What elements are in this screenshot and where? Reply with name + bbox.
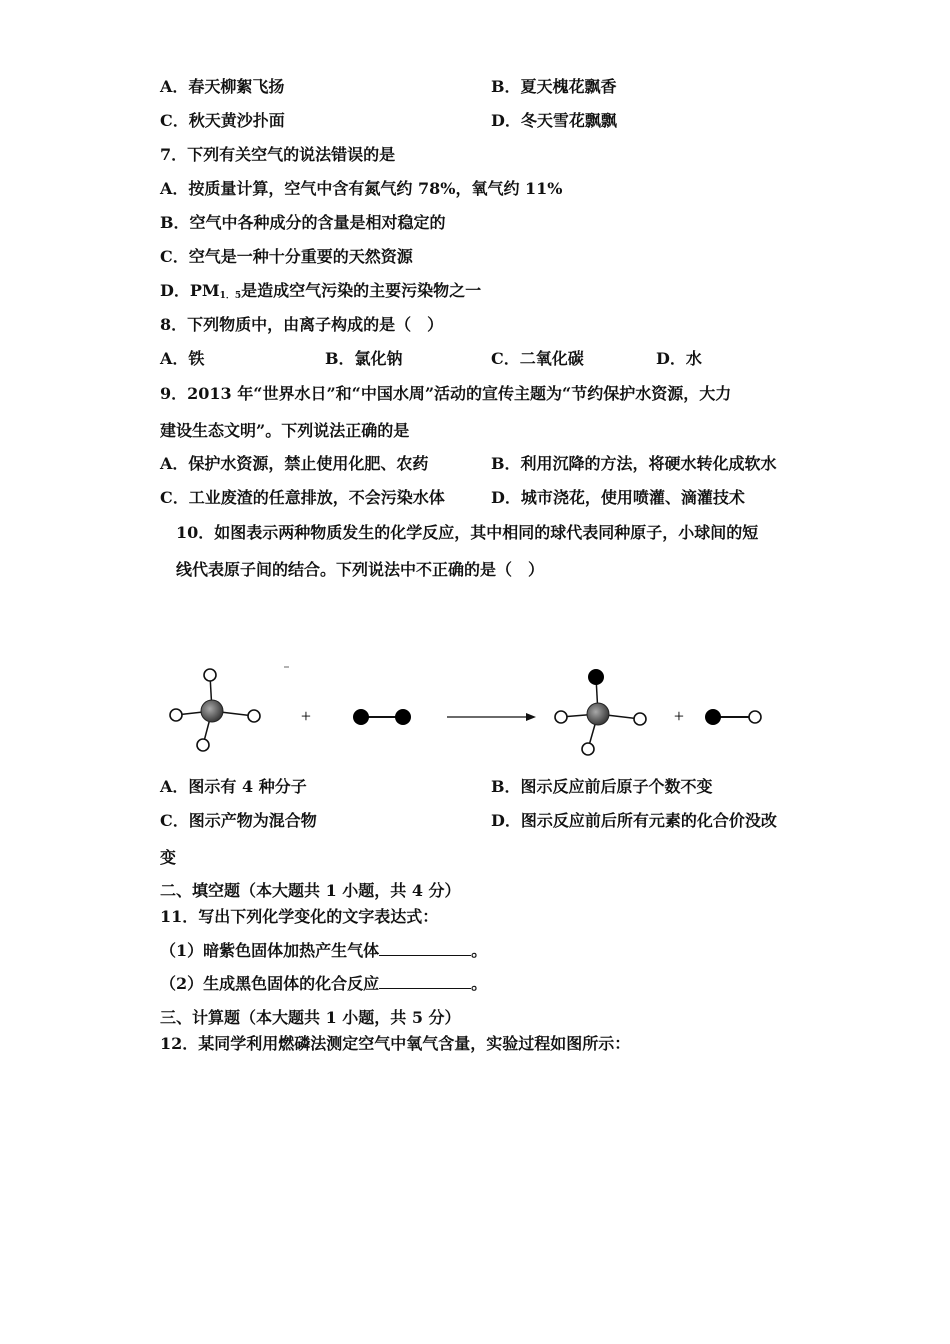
q9-stem-line1: 9．2013 年“世界水日”和“中国水周”活动的宣传主题为“节约保护水资源，大力 xyxy=(160,384,732,403)
q11-part-2-text: （2）生成黑色固体的化合反应 xyxy=(160,974,380,993)
q7-option-d-subscript: 1．5 xyxy=(219,291,242,301)
q6-option-d: D．冬天雪花飘飘 xyxy=(491,111,617,130)
q9-option-d: D．城市浇花，使用喷灌、滴灌技术 xyxy=(491,488,745,507)
q10-stem-line1: 10．如图表示两种物质发生的化学反应，其中相同的球代表同种原子，小球间的短 xyxy=(176,523,759,542)
central-atom xyxy=(201,700,223,722)
black-atom xyxy=(588,669,604,685)
period: 。 xyxy=(471,941,488,960)
q7-option-c: C．空气是一种十分重要的天然资源 xyxy=(160,247,413,266)
white-atom xyxy=(204,669,216,681)
white-atom xyxy=(197,739,209,751)
white-atom xyxy=(634,713,646,725)
reactant-molecule-1 xyxy=(170,669,260,751)
product-molecule-2 xyxy=(705,709,761,725)
white-atom xyxy=(582,743,594,755)
answer-blank-2[interactable] xyxy=(379,973,471,989)
period: 。 xyxy=(471,974,488,993)
black-atom xyxy=(353,709,369,725)
section-3-heading: 三、计算题（本大题共 1 小题，共 5 分） xyxy=(160,1008,461,1027)
white-atom xyxy=(555,711,567,723)
q6-option-a: A．春天柳絮飞扬 xyxy=(160,77,285,96)
white-atom xyxy=(749,711,761,723)
q11-stem: 11．写出下列化学变化的文字表达式： xyxy=(160,907,439,926)
q11-part-1-text: （1）暗紫色固体加热产生气体 xyxy=(160,941,380,960)
plus-sign: + xyxy=(300,706,312,726)
q12-stem: 12．某同学利用燃磷法测定空气中氧气含量，实验过程如图所示： xyxy=(160,1034,631,1053)
q8-option-d: D．水 xyxy=(656,349,702,368)
q6-option-c: C．秋天黄沙扑面 xyxy=(160,111,285,130)
q11-part-1 xyxy=(160,940,487,962)
q10-option-d-line2: 变 xyxy=(160,848,177,867)
white-atom xyxy=(170,709,182,721)
q10-option-d-line1: D．图示反应前后所有元素的化合价没改 xyxy=(491,811,777,830)
q6-option-b: B．夏天槐花飘香 xyxy=(491,77,617,96)
plus-sign: + xyxy=(673,706,685,726)
central-atom xyxy=(587,703,609,725)
q9-option-c: C．工业废渣的任意排放，不会污染水体 xyxy=(160,488,445,507)
reaction-arrow xyxy=(447,713,536,721)
q8-option-a: A．铁 xyxy=(160,349,205,368)
q10-option-c: C．图示产物为混合物 xyxy=(160,811,317,830)
answer-blank-1[interactable] xyxy=(379,940,471,956)
q7-option-a: A．按质量计算，空气中含有氮气约 78%，氧气约 11% xyxy=(160,179,563,198)
q8-stem: 8．下列物质中，由离子构成的是（ ） xyxy=(160,315,444,334)
q7-option-d-prefix: D．PM xyxy=(160,281,220,300)
q7-option-b: B．空气中各种成分的含量是相对稳定的 xyxy=(160,213,446,232)
q7-option-d xyxy=(160,280,481,307)
q7-stem: 7．下列有关空气的说法错误的是 xyxy=(160,145,396,164)
q9-option-a: A．保护水资源，禁止使用化肥、农药 xyxy=(160,454,429,473)
product-molecule-1 xyxy=(555,669,646,755)
q11-part-2 xyxy=(160,973,487,995)
black-atom xyxy=(705,709,721,725)
reaction-diagram xyxy=(160,655,780,770)
q9-stem-line2: 建设生态文明”。下列说法正确的是 xyxy=(160,421,410,440)
black-atom xyxy=(395,709,411,725)
q10-option-b: B．图示反应前后原子个数不变 xyxy=(491,777,713,796)
q8-option-b: B．氯化钠 xyxy=(325,349,403,368)
q10-stem-line2: 线代表原子间的结合。下列说法中不正确的是（ ） xyxy=(176,560,545,579)
white-atom xyxy=(248,710,260,722)
section-2-heading: 二、填空题（本大题共 1 小题，共 4 分） xyxy=(160,881,461,900)
q10-option-a: A．图示有 4 种分子 xyxy=(160,777,307,796)
q8-option-c: C．二氧化碳 xyxy=(491,349,584,368)
reactant-molecule-2 xyxy=(353,709,411,725)
q9-option-b: B．利用沉降的方法，将硬水转化成软水 xyxy=(491,454,777,473)
q7-option-d-suffix: 是造成空气污染的主要污染物之一 xyxy=(241,281,482,300)
